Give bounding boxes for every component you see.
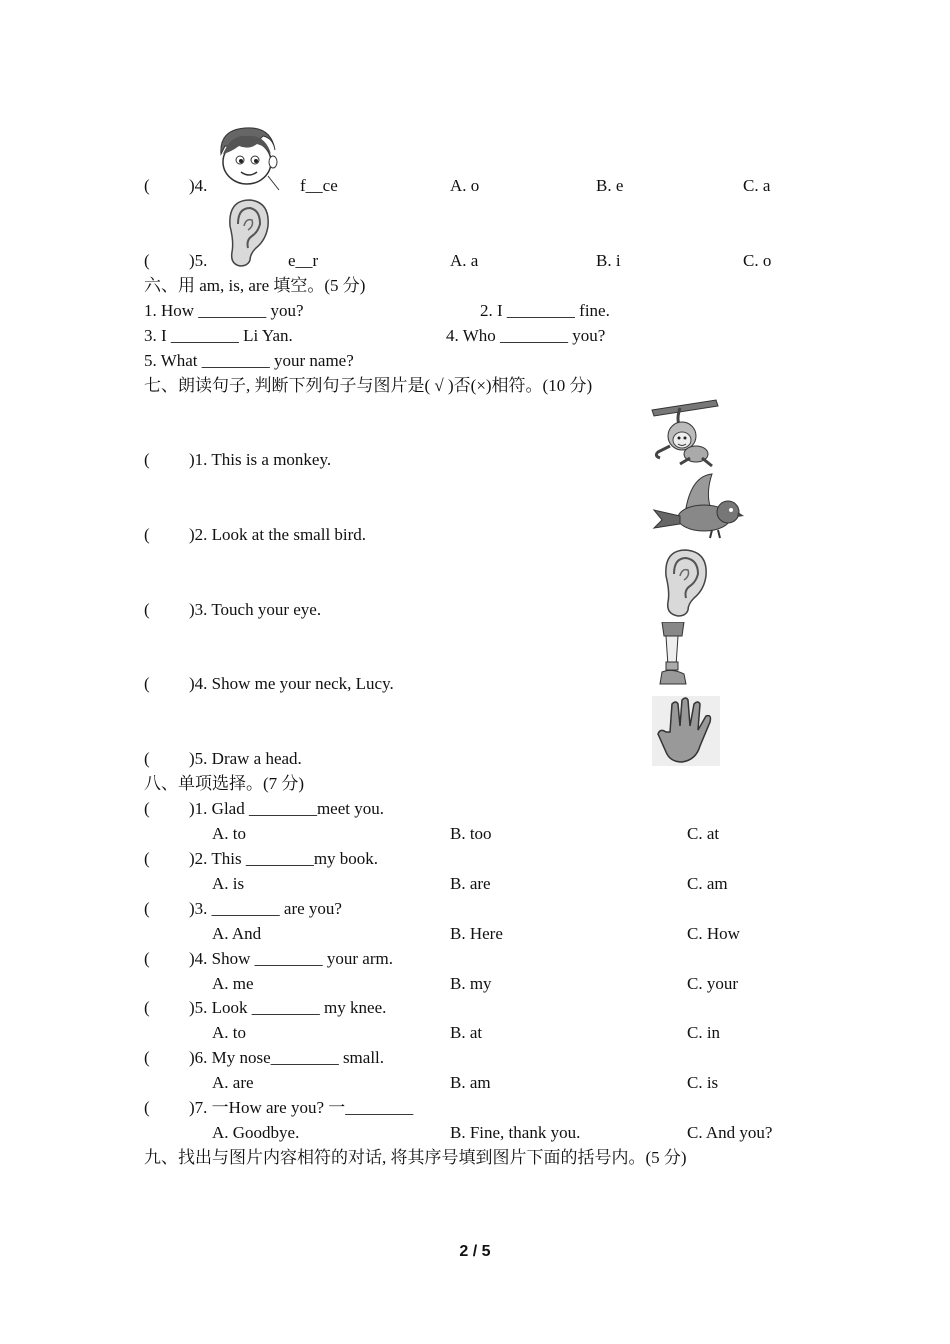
option-c: C. o bbox=[743, 251, 772, 270]
option-b: B. e bbox=[596, 176, 624, 195]
ear-icon bbox=[658, 546, 712, 618]
sentence-4: )4. Show me your neck, Lucy. bbox=[189, 674, 394, 693]
monkey-icon bbox=[650, 396, 720, 468]
option-c: C. your bbox=[687, 974, 738, 993]
section-title: 六、用 am, is, are 填空。(5 分) bbox=[144, 276, 366, 295]
answer-paren: ( bbox=[144, 849, 150, 868]
answer-paren: ( bbox=[144, 176, 150, 195]
option-b: B. are bbox=[450, 874, 491, 893]
question-5: )5. Look ________ my knee. bbox=[189, 998, 387, 1017]
answer-paren: ( bbox=[144, 998, 150, 1017]
question-number: )5. bbox=[189, 251, 208, 270]
option-c: C. am bbox=[687, 874, 728, 893]
option-c: C. a bbox=[743, 176, 771, 195]
option-a: A. And bbox=[212, 924, 262, 943]
answer-paren: ( bbox=[144, 251, 150, 270]
question-2: 2. I ________ fine. bbox=[480, 301, 610, 320]
option-b: B. i bbox=[596, 251, 621, 270]
answer-paren: ( bbox=[144, 749, 150, 768]
option-a: A. Goodbye. bbox=[212, 1123, 300, 1142]
option-a: A. me bbox=[212, 974, 254, 993]
leg-icon bbox=[656, 622, 690, 688]
option-c: C. How bbox=[687, 924, 740, 943]
answer-paren: ( bbox=[144, 674, 150, 693]
question-3: )3. ________ are you? bbox=[189, 899, 342, 918]
answer-paren: ( bbox=[144, 1048, 150, 1067]
question-1: 1. How ________ you? bbox=[144, 301, 304, 320]
bird-icon bbox=[652, 472, 744, 542]
option-c: C. is bbox=[687, 1073, 719, 1092]
word-blank: e__r bbox=[288, 251, 319, 270]
option-a: A. o bbox=[450, 176, 480, 195]
option-b: B. am bbox=[450, 1073, 491, 1092]
section-title: 九、找出与图片内容相符的对话, 将其序号填到图片下面的括号内。(5 分) bbox=[144, 1148, 687, 1167]
sentence-2: )2. Look at the small bird. bbox=[189, 525, 367, 544]
option-c: C. at bbox=[687, 824, 720, 843]
question-4: 4. Who ________ you? bbox=[446, 326, 606, 345]
question-7: )7. 一How are you? 一________ bbox=[189, 1098, 414, 1117]
hand-icon bbox=[652, 696, 720, 766]
answer-paren: ( bbox=[144, 1098, 150, 1117]
option-a: A. to bbox=[212, 1023, 246, 1042]
answer-paren: ( bbox=[144, 899, 150, 918]
section-title: 七、朗读句子, 判断下列句子与图片是( √ )否(×)相符。(10 分) bbox=[144, 376, 593, 395]
sentence-3: )3. Touch your eye. bbox=[189, 600, 322, 619]
option-b: B. Fine, thank you. bbox=[450, 1123, 581, 1142]
sentence-5: )5. Draw a head. bbox=[189, 749, 302, 768]
option-a: A. to bbox=[212, 824, 246, 843]
option-a: A. a bbox=[450, 251, 479, 270]
page-number: 2 / 5 bbox=[459, 1243, 491, 1260]
question-4: )4. Show ________ your arm. bbox=[189, 949, 393, 968]
question-1: )1. Glad ________meet you. bbox=[189, 799, 384, 818]
option-c: C. in bbox=[687, 1023, 721, 1042]
option-b: B. Here bbox=[450, 924, 503, 943]
sentence-1: )1. This is a monkey. bbox=[189, 450, 332, 469]
option-b: B. too bbox=[450, 824, 492, 843]
option-a: A. are bbox=[212, 1073, 254, 1092]
answer-paren: ( bbox=[144, 949, 150, 968]
word-blank: f__ce bbox=[300, 176, 338, 195]
question-3: 3. I ________ Li Yan. bbox=[144, 326, 293, 345]
option-a: A. is bbox=[212, 874, 245, 893]
question-5: 5. What ________ your name? bbox=[144, 351, 354, 370]
answer-paren: ( bbox=[144, 799, 150, 818]
answer-paren: ( bbox=[144, 450, 150, 469]
option-b: B. my bbox=[450, 974, 492, 993]
question-2: )2. This ________my book. bbox=[189, 849, 379, 868]
answer-paren: ( bbox=[144, 600, 150, 619]
question-number: )4. bbox=[189, 176, 208, 195]
boy-face-icon bbox=[213, 124, 285, 192]
option-c: C. And you? bbox=[687, 1123, 773, 1142]
section-title: 八、单项选择。(7 分) bbox=[144, 774, 305, 793]
ear-icon bbox=[222, 196, 272, 268]
question-6: )6. My nose________ small. bbox=[189, 1048, 385, 1067]
option-b: B. at bbox=[450, 1023, 483, 1042]
answer-paren: ( bbox=[144, 525, 150, 544]
